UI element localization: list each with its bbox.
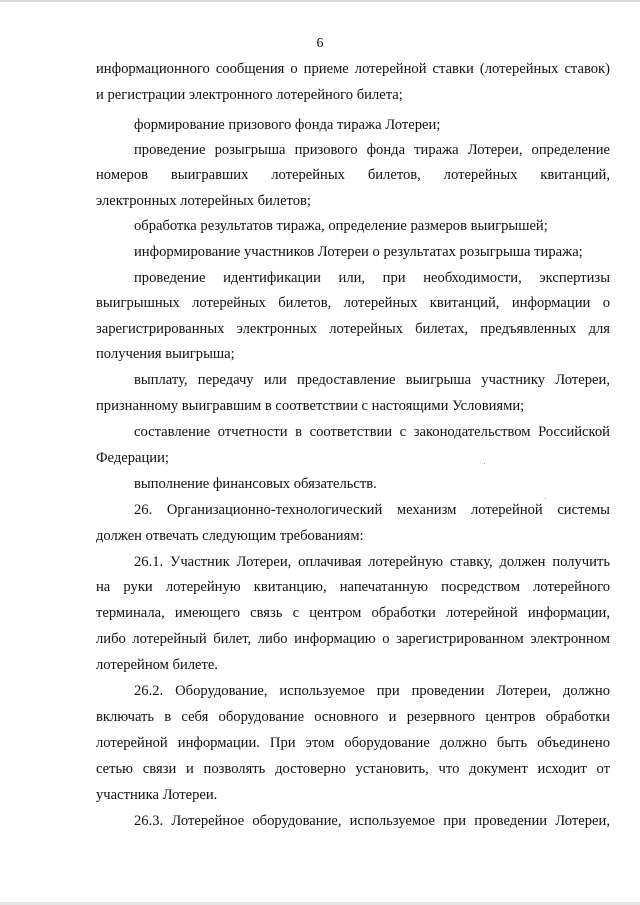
page-number: 6 <box>316 36 324 51</box>
text-line: Федерации; <box>96 450 169 466</box>
text-line: информационного сообщения о приеме лотерейной ставки (лотерейных ставок) <box>96 61 610 77</box>
text-line: проведение идентификации или, при необходимости, экспертизы <box>134 270 610 286</box>
text-line: признанному выигравшим в соответствии с настоящими Условиями; <box>96 398 525 414</box>
text-line: выигрышных лотерейных билетов, лотерейных квитанций, информации о <box>96 295 610 311</box>
text-line: 26.3. Лотерейное оборудование, используемое при проведении Лотереи, <box>134 813 610 829</box>
scan-top-edge <box>0 0 640 2</box>
text-line: информирование участников Лотереи о результатах розыгрыша тиража; <box>134 244 583 260</box>
text-line: 26.1. Участник Лотереи, оплачивая лотерейную ставку, должен получить <box>134 554 610 570</box>
text-line: должен отвечать следующим требованиям: <box>96 528 364 544</box>
text-line: проведение розыгрыша призового фонда тиража Лотереи, определение <box>134 142 610 158</box>
text-line: лотерейной информации. При этом оборудование должно быть объединено <box>96 735 610 751</box>
text-line: составление отчетности в соответствии с законодательством Российской <box>134 424 610 440</box>
text-line: 26. Организационно-технологический механизм лотерейной системы <box>134 502 610 518</box>
text-line: получения выигрыша; <box>96 346 235 362</box>
text-line: выполнение финансовых обязательств. <box>134 476 377 492</box>
text-line: выплату, передачу или предоставление выигрыша участнику Лотереи, <box>134 372 610 388</box>
text-line: включать в себя оборудование основного и резервного центров обработки <box>96 709 610 725</box>
scan-speck <box>484 463 485 464</box>
text-line: обработка результатов тиража, определение размеров выигрышей; <box>134 218 548 234</box>
text-line: электронных лотерейных билетов; <box>96 193 311 209</box>
text-line: номеров выигравших лотерейных билетов, лотерейных квитанций, <box>96 167 610 183</box>
scan-speck <box>545 498 546 499</box>
text-line: зарегистрированных электронных лотерейных билетах, предъявленных для <box>96 321 610 337</box>
text-line: 26.2. Оборудование, используемое при проведении Лотереи, должно <box>134 683 610 699</box>
text-line: либо лотерейный билет, либо информацию о зарегистрированном электронном <box>96 631 610 647</box>
text-line: сетью связи и позволять достоверно установить, что документ исходит от <box>96 761 610 777</box>
text-line: терминала, имеющего связь с центром обработки лотерейной информации, <box>96 605 610 621</box>
text-line: лотерейном билете. <box>96 657 219 673</box>
text-line: на руки лотерейную квитанцию, напечатанную посредством лотерейного <box>96 579 610 595</box>
text-line: формирование призового фонда тиража Лотереи; <box>134 117 441 133</box>
text-line: и регистрации электронного лотерейного билета; <box>96 87 403 103</box>
text-line: участника Лотереи. <box>96 787 218 803</box>
